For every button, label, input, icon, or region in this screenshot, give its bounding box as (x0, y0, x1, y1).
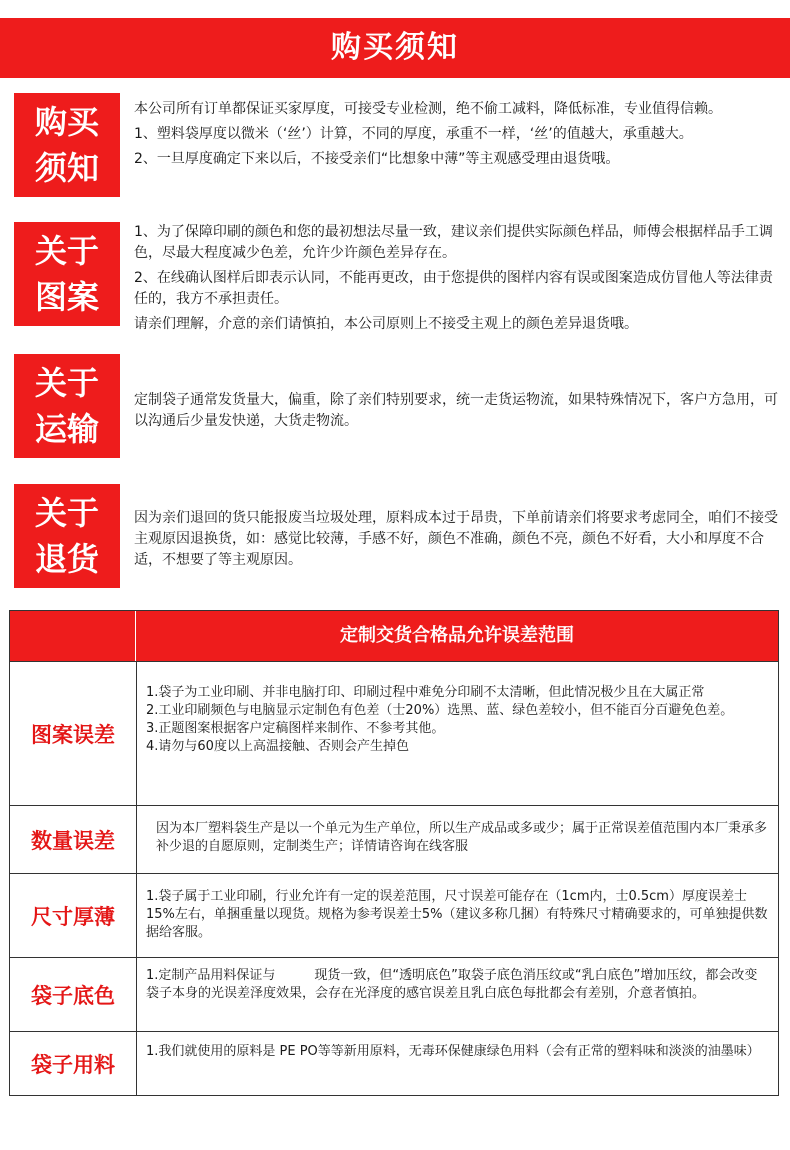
row-content (146, 874, 770, 957)
row-line: 1.袋子为工业印刷、并非电脑打印、印刷过程中难免分印刷不太清晰，但此情况极少且在大属正常 (146, 685, 705, 700)
row-line: 1.定制产品用料保证与 现货一致，但“透明底色”取袋子底色消压纹或“乳白底色”增加压纹，都会改变袋子本身的光误差泽度效果，会存在光泽度的感官误差且乳白底色每批都会有差别，介意者慎拍。 (146, 968, 758, 1001)
row-label: 袋子用料 (10, 1032, 137, 1095)
notice-tag (14, 222, 120, 326)
notice-shipping (14, 354, 784, 460)
tag-line: 图案 (34, 278, 99, 316)
table-title: 定制交货合格品允许误差范围 (340, 625, 574, 646)
notice-text (134, 508, 784, 575)
notice-paragraph: 2、一旦厚度确定下来以后，不接受亲们“比想象中薄”等主观感受理由退货哦。 (134, 151, 620, 167)
row-content (146, 806, 770, 873)
table-row (10, 957, 778, 1031)
table-header (10, 611, 778, 661)
row-line: 4.请勿与60度以上高温接触、否则会产生掉色 (146, 739, 409, 754)
tolerance-table (9, 610, 779, 1096)
notice-paragraph: 因为亲们退回的货只能报废当垃圾处理，原料成本过于昂贵，下单前请亲们将要求考虑同全，咱们不接受主观原因退换货，如：感觉比较薄，手感不好，颜色不准确，颜色不亮，颜色不好看，大小和厚度不合适，不想要了等主观原因。 (134, 510, 778, 568)
tag-line: 关于 (34, 494, 99, 532)
notice-paragraph: 1、为了保障印刷的颜色和您的最初想法尽量一致，建议亲们提供实际颜色样品，师傅会根据样品手工调色，尽最大程度减少色差，允许少许颜色差异存在。 (134, 224, 773, 261)
notice-tag (14, 484, 120, 588)
notice-paragraph: 1、塑料袋厚度以微米（‘丝’）计算，不同的厚度，承重不一样，‘丝’的值越大，承重越大。 (134, 126, 693, 142)
tag-line: 退货 (34, 540, 99, 578)
row-content (146, 1032, 770, 1095)
row-content (146, 958, 770, 1031)
notice-text (134, 99, 784, 174)
row-label: 图案误差 (10, 662, 137, 805)
table-header-corner (10, 611, 136, 661)
notice-paragraph: 2、在线确认图样后即表示认同，不能再更改，由于您提供的图样内容有误或图案造成仿冒他人等法律责任的，我方不承担责任。 (134, 270, 773, 307)
table-row (10, 805, 778, 873)
notice-paragraph: 本公司所有订单都保证买家厚度，可接受专业检测，绝不偷工减料，降低标准，专业值得信赖。 (134, 101, 722, 117)
notice-tag (14, 354, 120, 458)
notice-paragraph: 定制袋子通常发货量大，偏重，除了亲们特别要求，统一走货运物流，如果特殊情况下，客户方急用，可以沟通后少量发快递，大货走物流。 (134, 392, 778, 429)
table-row (10, 661, 778, 805)
notice-pattern (14, 222, 784, 332)
table-row (10, 873, 778, 957)
tag-line: 购买 (34, 103, 99, 141)
notice-paragraph: 请亲们理解，介意的亲们请慎拍，本公司原则上不接受主观上的颜色差异退货哦。 (134, 316, 638, 332)
tag-line: 须知 (34, 149, 99, 187)
row-label: 袋子底色 (10, 958, 137, 1031)
tag-line: 关于 (34, 364, 99, 402)
notice-tag (14, 93, 120, 197)
row-label: 尺寸厚薄 (10, 874, 137, 957)
tag-line: 运输 (34, 410, 99, 448)
notice-purchase (14, 93, 784, 199)
notice-returns (14, 484, 784, 590)
notice-text (134, 390, 784, 436)
row-line: 2.工业印刷频色与电脑显示定制色有色差（士20%）选黑、蓝、绿色差较小，但不能百分百避免色差。 (146, 703, 734, 718)
tag-line: 关于 (34, 232, 99, 270)
row-label: 数量误差 (10, 806, 137, 873)
row-line: 3.正题图案根据客户定稿图样来制作、不参考其他。 (146, 721, 445, 736)
row-line: 1.我们就使用的原料是 PE PO等等新用原料，无毒环保健康绿色用料（会有正常的塑料味和淡淡的油墨味） (146, 1044, 760, 1059)
table-row (10, 1031, 778, 1095)
page-title: 购买须知 (0, 18, 790, 78)
row-line: 1.袋子属于工业印刷，行业允许有一定的误差范围，尺寸误差可能存在（1cm内，士0.5cm）厚度误差士15%左右，单捆重量以现货。规格为参考误差士5%（建议多称几捆）有特殊尺寸精确要求的，可单独提供数据给客服。 (146, 889, 768, 940)
row-line: 因为本厂塑料袋生产是以一个单元为生产单位，所以生产成品或多或少；属于正常误差值范围内本厂秉承多补少退的自愿原则，定制类生产；详情请咨询在线客服 (156, 821, 768, 854)
notice-text (134, 222, 784, 339)
row-content (146, 662, 770, 805)
